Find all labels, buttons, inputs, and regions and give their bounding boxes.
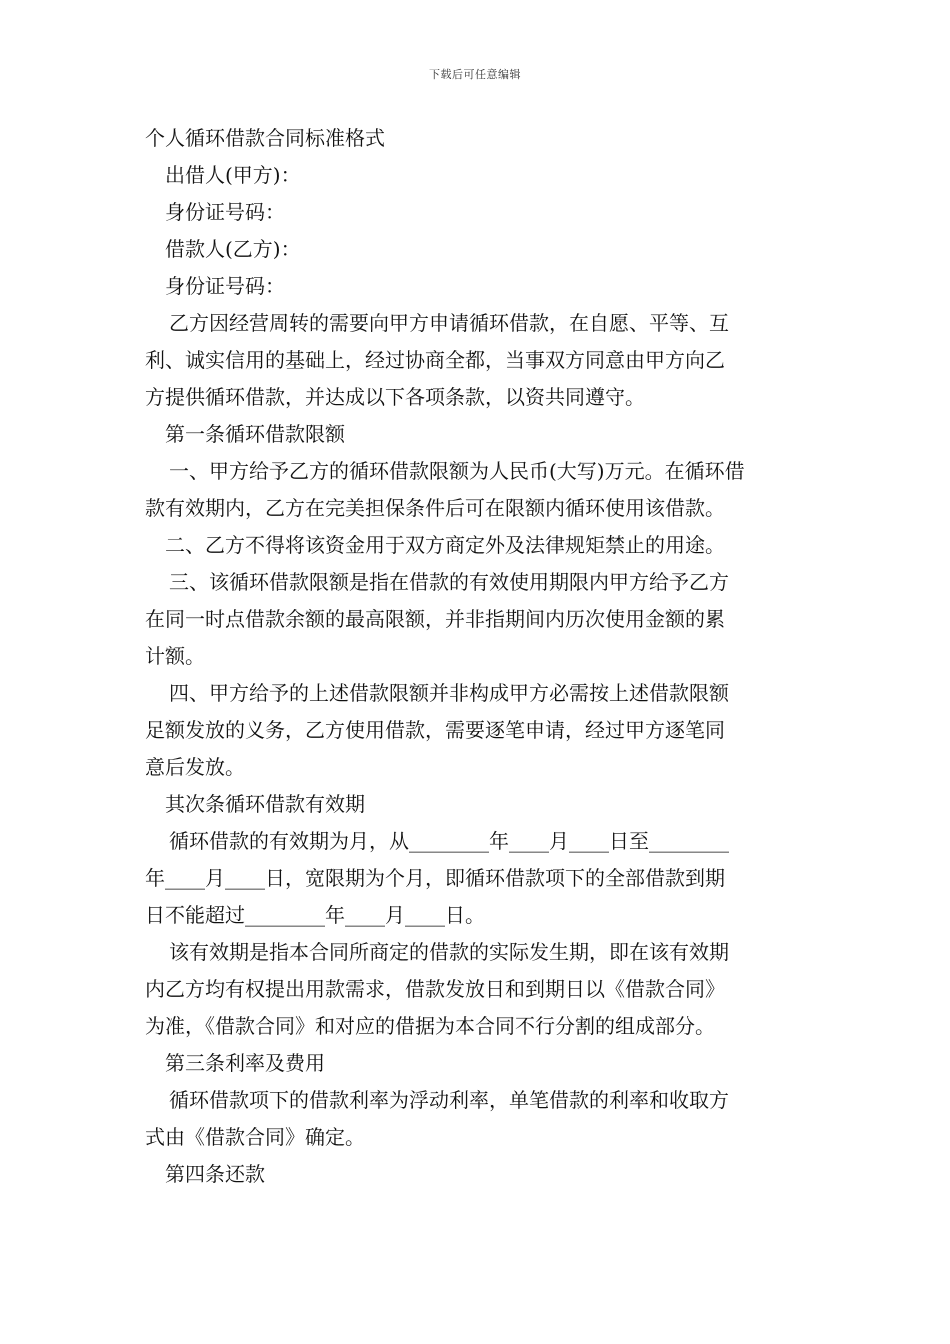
paragraph-line: 日不能超过________年____月____日。 — [145, 903, 485, 927]
paragraph-line: 循环借款的有效期为月，从________年____月____日至________ — [169, 829, 729, 853]
section-heading: 第一条循环借款限额 — [165, 422, 345, 446]
paragraph-line: 四、甲方给予的上述借款限额并非构成甲方必需按上述借款限额 — [169, 681, 729, 705]
section-heading: 第四条还款 — [165, 1162, 265, 1186]
borrower-id-line: 身份证号码： — [165, 274, 285, 298]
lender-line: 出借人(甲方)： — [165, 163, 301, 187]
paragraph-line: 年____月____日，宽限期为个月，即循环借款项下的全部借款到期 — [145, 866, 725, 890]
header-note: 下载后可任意编辑 — [429, 68, 521, 81]
paragraph-line: 方提供循环借款，并达成以下各项条款，以资共同遵守。 — [145, 385, 645, 409]
paragraph-line: 利、诚实信用的基础上，经过协商全都，当事双方同意由甲方向乙 — [145, 348, 725, 372]
section-heading: 其次条循环借款有效期 — [165, 792, 365, 816]
document-title: 个人循环借款合同标准格式 — [145, 126, 385, 150]
lender-id-line: 身份证号码： — [165, 200, 285, 224]
paragraph-line: 款有效期内，乙方在完美担保条件后可在限额内循环使用该借款。 — [145, 496, 725, 520]
paragraph-line: 计额。 — [145, 644, 205, 668]
paragraph-line: 三、该循环借款限额是指在借款的有效使用期限内甲方给予乙方 — [169, 570, 729, 594]
paragraph-line: 为准，《借款合同》和对应的借据为本合同不行分割的组成部分。 — [145, 1014, 715, 1038]
section-heading: 第三条利率及费用 — [165, 1051, 325, 1075]
paragraph-line: 一、甲方给予乙方的循环借款限额为人民币(大写)万元。在循环借 — [169, 459, 745, 483]
paragraph-line: 乙方因经营周转的需要向甲方申请循环借款，在自愿、平等、互 — [169, 311, 729, 335]
paragraph-line: 循环借款项下的借款利率为浮动利率，单笔借款的利率和收取方 — [169, 1088, 729, 1112]
paragraph-line: 二、乙方不得将该资金用于双方商定外及法律规矩禁止的用途。 — [165, 533, 725, 557]
document-body — [145, 120, 810, 1193]
paragraph-line: 在同一时点借款余额的最高限额，并非指期间内历次使用金额的累 — [145, 607, 725, 631]
borrower-line: 借款人(乙方)： — [165, 237, 301, 261]
paragraph-line: 足额发放的义务，乙方使用借款，需要逐笔申请，经过甲方逐笔同 — [145, 718, 725, 742]
paragraph-line: 该有效期是指本合同所商定的借款的实际发生期，即在该有效期 — [169, 940, 729, 964]
paragraph-line: 内乙方均有权提出用款需求，借款发放日和到期日以《借款合同》 — [145, 977, 725, 1001]
paragraph-line: 意后发放。 — [145, 755, 245, 779]
paragraph-line: 式由《借款合同》确定。 — [145, 1125, 365, 1149]
